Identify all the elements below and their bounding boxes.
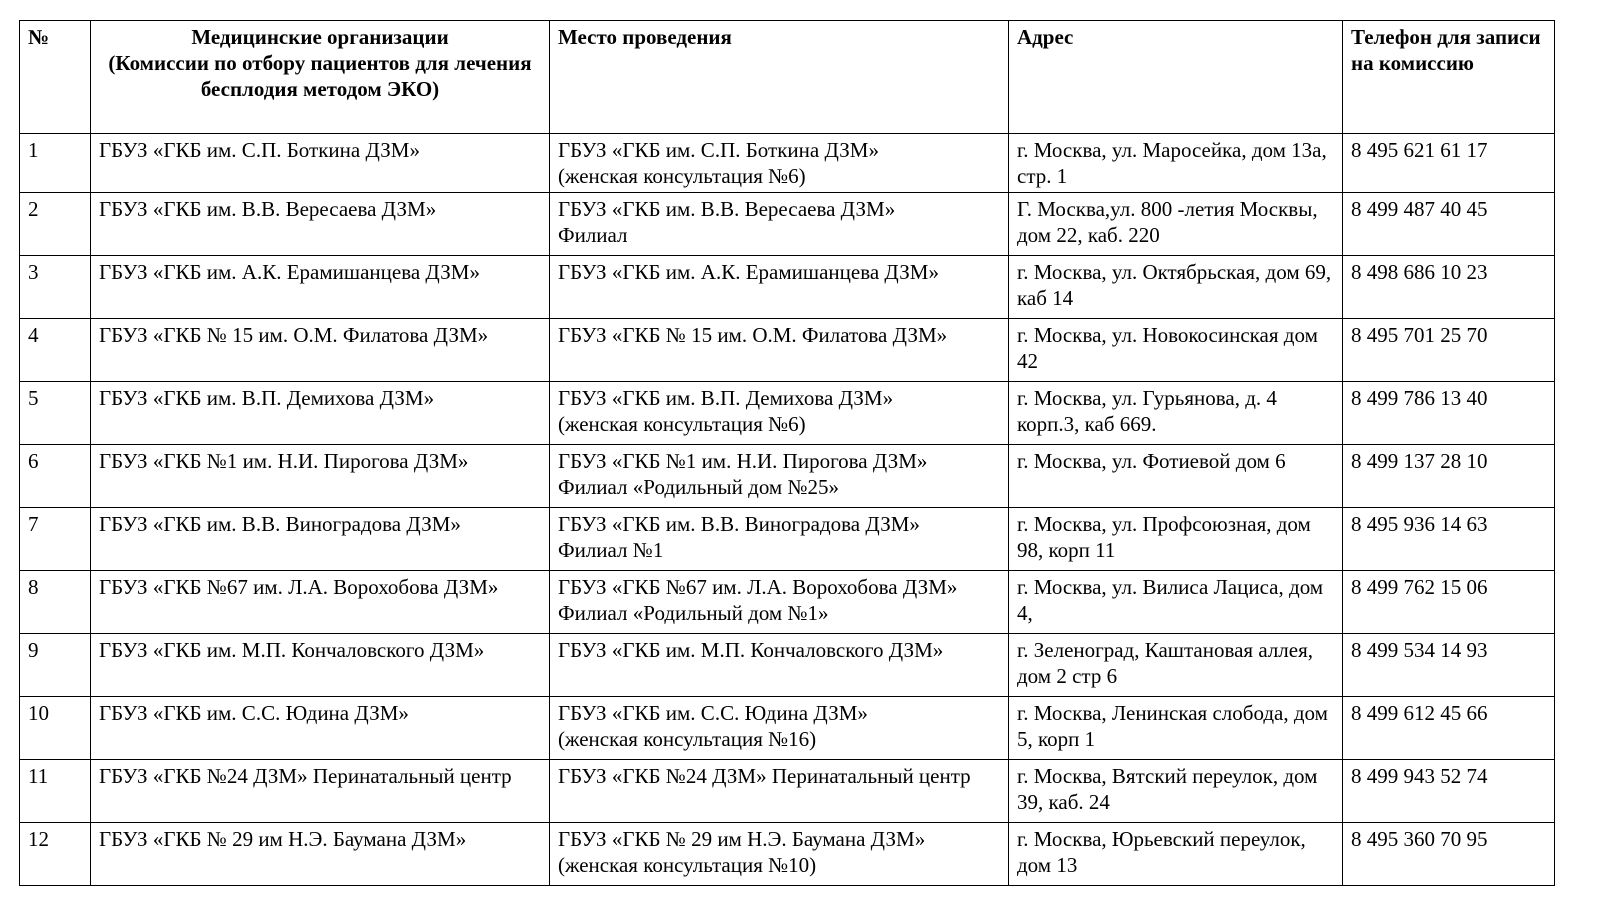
cell-phone: 8 498 686 10 23: [1343, 256, 1555, 319]
cell-organization: ГБУЗ «ГКБ им. С.П. Боткина ДЗМ»: [91, 134, 550, 193]
cell-organization: ГБУЗ «ГКБ им. М.П. Кончаловского ДЗМ»: [91, 634, 550, 697]
header-place: Место проведения: [550, 21, 1009, 134]
cell-number: 4: [20, 319, 91, 382]
header-address: Адрес: [1009, 21, 1343, 134]
cell-address: г. Москва, ул. Гурьянова, д. 4 корп.3, каб 669.: [1009, 382, 1343, 445]
table-row: [20, 134, 1555, 193]
cell-phone: 8 499 762 15 06: [1343, 571, 1555, 634]
cell-number: 12: [20, 823, 91, 886]
cell-phone: 8 499 943 52 74: [1343, 760, 1555, 823]
cell-address: г. Москва, ул. Профсоюзная, дом 98, корп 11: [1009, 508, 1343, 571]
header-row: [20, 21, 1555, 134]
cell-address: г. Москва, ул. Фотиевой дом 6: [1009, 445, 1343, 508]
table-row: [20, 508, 1555, 571]
cell-number: 8: [20, 571, 91, 634]
cell-organization: ГБУЗ «ГКБ №24 ДЗМ» Перинатальный центр: [91, 760, 550, 823]
cell-place: ГБУЗ «ГКБ им. С.С. Юдина ДЗМ» (женская консультация №16): [550, 697, 1009, 760]
cell-number: 7: [20, 508, 91, 571]
cell-number: 5: [20, 382, 91, 445]
header-phone: Телефон для записи на комиссию: [1343, 21, 1555, 134]
table-row: [20, 256, 1555, 319]
table-row: [20, 760, 1555, 823]
cell-organization: ГБУЗ «ГКБ №1 им. Н.И. Пирогова ДЗМ»: [91, 445, 550, 508]
cell-address: г. Москва, Юрьевский переулок, дом 13: [1009, 823, 1343, 886]
cell-address: г. Москва, ул. Октябрьская, дом 69, каб 14: [1009, 256, 1343, 319]
cell-address: г. Москва, Вятский переулок, дом 39, каб. 24: [1009, 760, 1343, 823]
cell-number: 6: [20, 445, 91, 508]
table-header: [20, 21, 1555, 134]
cell-place: ГБУЗ «ГКБ им. В.В. Виноградова ДЗМ» Филиал №1: [550, 508, 1009, 571]
cell-phone: 8 495 360 70 95: [1343, 823, 1555, 886]
header-organization: Медицинские организации (Комиссии по отбору пациентов для лечения бесплодия методом ЭКО): [91, 21, 550, 134]
table-row: [20, 634, 1555, 697]
table-row: [20, 319, 1555, 382]
cell-place: ГБУЗ «ГКБ им. В.В. Вересаева ДЗМ» Филиал: [550, 193, 1009, 256]
cell-place: ГБУЗ «ГКБ № 15 им. О.М. Филатова ДЗМ»: [550, 319, 1009, 382]
cell-place: ГБУЗ «ГКБ №1 им. Н.И. Пирогова ДЗМ» Филиал «Родильный дом №25»: [550, 445, 1009, 508]
cell-organization: ГБУЗ «ГКБ №67 им. Л.А. Ворохобова ДЗМ»: [91, 571, 550, 634]
cell-phone: 8 499 786 13 40: [1343, 382, 1555, 445]
cell-phone: 8 495 936 14 63: [1343, 508, 1555, 571]
cell-address: г. Москва, Ленинская слобода, дом 5, корп 1: [1009, 697, 1343, 760]
cell-place: ГБУЗ «ГКБ им. В.П. Демихова ДЗМ» (женская консультация №6): [550, 382, 1009, 445]
cell-phone: 8 495 621 61 17: [1343, 134, 1555, 193]
cell-organization: ГБУЗ «ГКБ № 15 им. О.М. Филатова ДЗМ»: [91, 319, 550, 382]
table-row: [20, 571, 1555, 634]
cell-phone: 8 499 534 14 93: [1343, 634, 1555, 697]
cell-number: 3: [20, 256, 91, 319]
cell-address: Г. Москва,ул. 800 -летия Москвы, дом 22, каб. 220: [1009, 193, 1343, 256]
table-body: [20, 134, 1555, 886]
cell-address: г. Зеленоград, Каштановая аллея, дом 2 стр 6: [1009, 634, 1343, 697]
cell-organization: ГБУЗ «ГКБ им. В.В. Виноградова ДЗМ»: [91, 508, 550, 571]
cell-organization: ГБУЗ «ГКБ им. С.С. Юдина ДЗМ»: [91, 697, 550, 760]
cell-organization: ГБУЗ «ГКБ № 29 им Н.Э. Баумана ДЗМ»: [91, 823, 550, 886]
cell-address: г. Москва, ул. Маросейка, дом 13а, стр. 1: [1009, 134, 1343, 193]
cell-organization: ГБУЗ «ГКБ им. В.В. Вересаева ДЗМ»: [91, 193, 550, 256]
cell-phone: 8 495 701 25 70: [1343, 319, 1555, 382]
table-row: [20, 193, 1555, 256]
clinics-table: [19, 20, 1555, 886]
cell-number: 9: [20, 634, 91, 697]
cell-place: ГБУЗ «ГКБ им. С.П. Боткина ДЗМ» (женская консультация №6): [550, 134, 1009, 193]
cell-address: г. Москва, ул. Вилиса Лациса, дом 4,: [1009, 571, 1343, 634]
cell-number: 10: [20, 697, 91, 760]
cell-place: ГБУЗ «ГКБ №24 ДЗМ» Перинатальный центр: [550, 760, 1009, 823]
cell-phone: 8 499 137 28 10: [1343, 445, 1555, 508]
table-row: [20, 445, 1555, 508]
cell-place: ГБУЗ «ГКБ №67 им. Л.А. Ворохобова ДЗМ» Филиал «Родильный дом №1»: [550, 571, 1009, 634]
cell-address: г. Москва, ул. Новокосинская дом 42: [1009, 319, 1343, 382]
table-row: [20, 697, 1555, 760]
cell-place: ГБУЗ «ГКБ № 29 им Н.Э. Баумана ДЗМ» (женская консультация №10): [550, 823, 1009, 886]
cell-phone: 8 499 612 45 66: [1343, 697, 1555, 760]
cell-phone: 8 499 487 40 45: [1343, 193, 1555, 256]
cell-number: 11: [20, 760, 91, 823]
cell-number: 1: [20, 134, 91, 193]
table-row: [20, 382, 1555, 445]
cell-place: ГБУЗ «ГКБ им. А.К. Ерамишанцева ДЗМ»: [550, 256, 1009, 319]
cell-place: ГБУЗ «ГКБ им. М.П. Кончаловского ДЗМ»: [550, 634, 1009, 697]
cell-number: 2: [20, 193, 91, 256]
table-row: [20, 823, 1555, 886]
cell-organization: ГБУЗ «ГКБ им. В.П. Демихова ДЗМ»: [91, 382, 550, 445]
cell-organization: ГБУЗ «ГКБ им. А.К. Ерамишанцева ДЗМ»: [91, 256, 550, 319]
header-number: №: [20, 21, 91, 134]
